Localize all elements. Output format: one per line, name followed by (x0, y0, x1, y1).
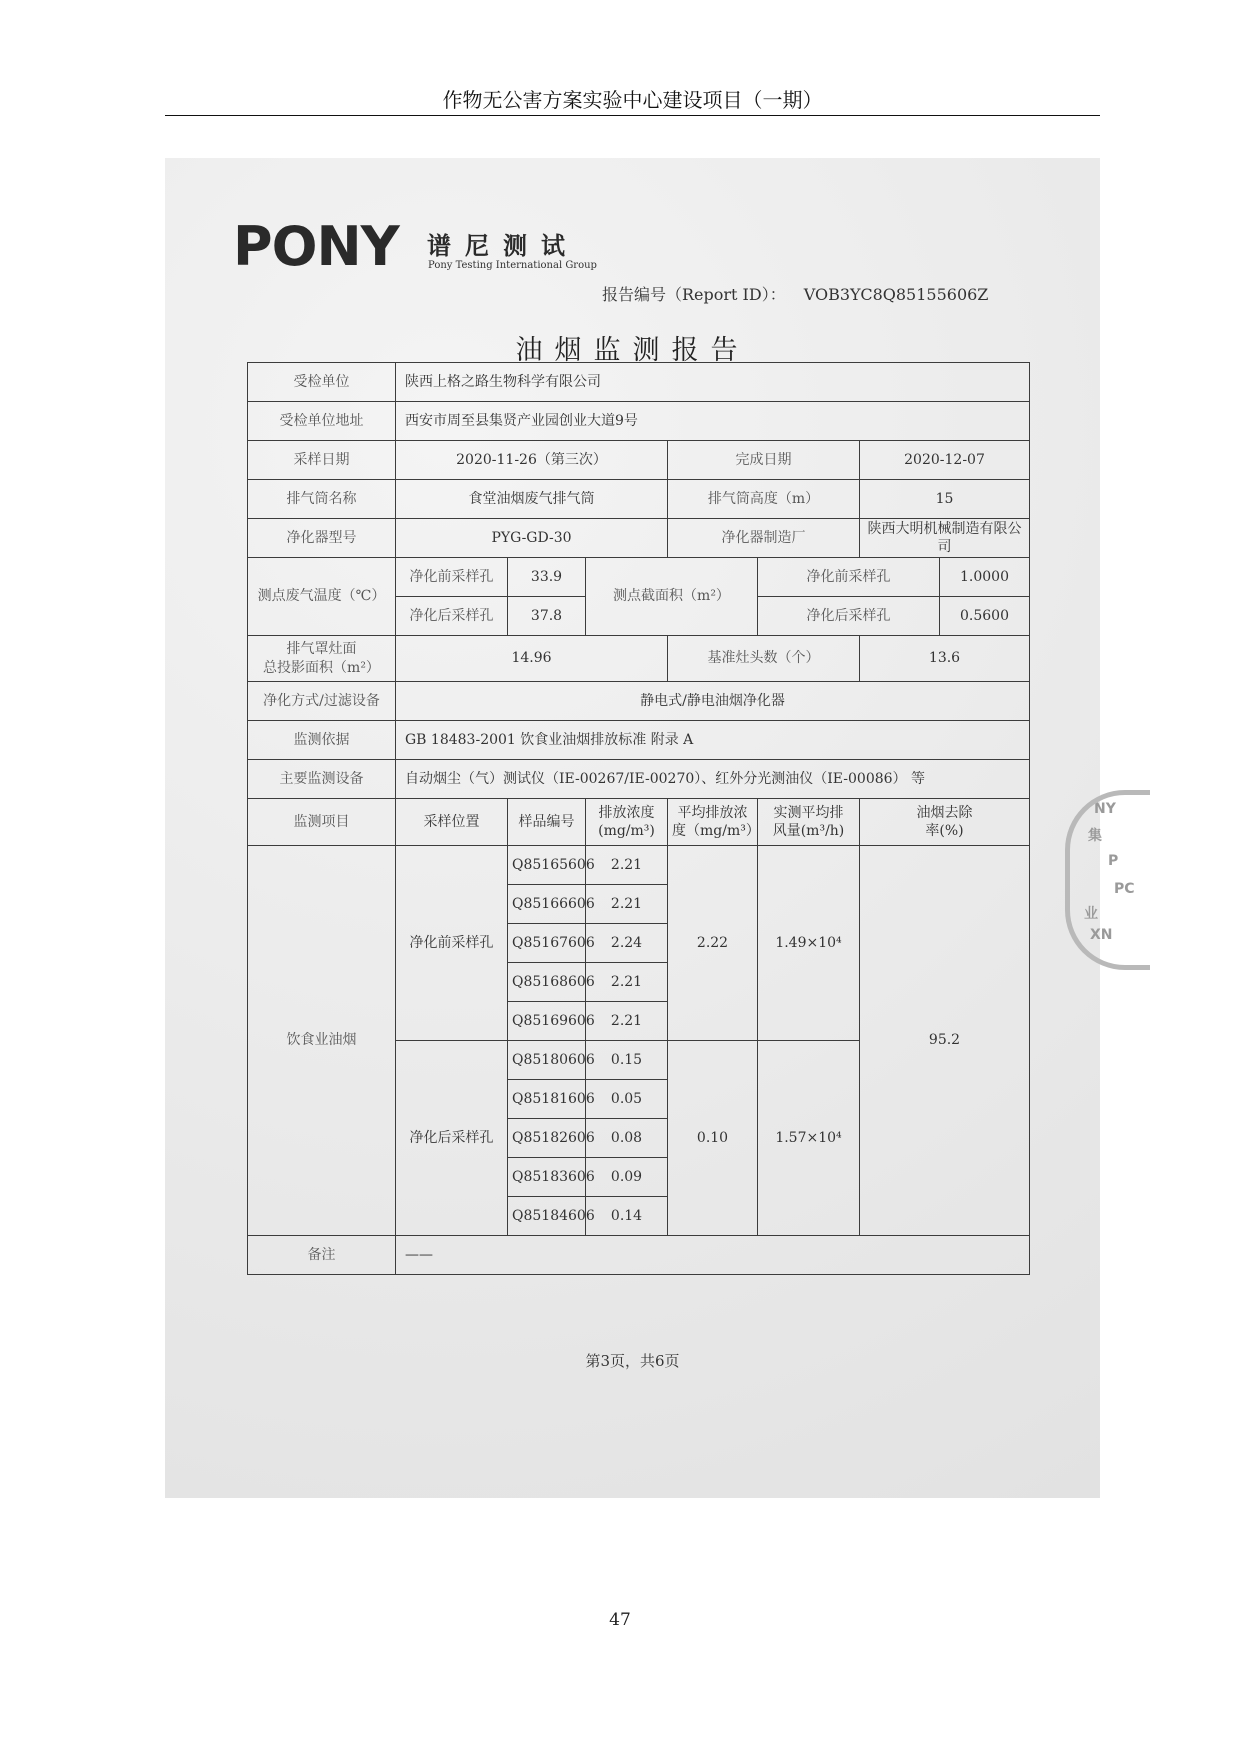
burner-count-label: 基准灶头数（个） (668, 636, 860, 682)
col-header-average (668, 799, 758, 846)
purifier-model-label: 净化器型号 (248, 519, 396, 558)
stack-height-label: 排气筒高度（m） (668, 480, 860, 519)
sample-id: Q85184606 (508, 1197, 586, 1236)
group-flow: 1.49×10⁴ (758, 846, 860, 1041)
col-header-removal (860, 799, 1030, 846)
sample-concentration: 0.15 (586, 1041, 668, 1080)
purify-method-label: 净化方式/过滤设备 (248, 682, 396, 721)
sample-id: Q85169606 (508, 1002, 586, 1041)
monitoring-basis-value: GB 18483-2001 饮食业油烟排放标准 附录 A (396, 721, 1030, 760)
client-value: 陕西上格之路生物科学有限公司 (396, 363, 1030, 402)
seal-text: PC (1114, 881, 1135, 897)
removal-rate: 95.2 (860, 846, 1030, 1236)
hood-area-label-line-2: 总投影面积（m²） (263, 659, 380, 676)
col-header-item: 监测项目 (248, 799, 396, 846)
sample-concentration: 2.21 (586, 885, 668, 924)
report-table (247, 362, 1030, 1275)
temp-after-value: 37.8 (508, 597, 586, 636)
sample-id: Q85166606 (508, 885, 586, 924)
col-header-flow-2: 风量(m³/h) (772, 823, 845, 839)
sample-concentration: 0.14 (586, 1197, 668, 1236)
area-after-hole-label: 净化后采样孔 (758, 597, 940, 636)
col-header-average-1: 平均排放浓 (677, 804, 748, 821)
col-header-average-2: 度（mg/m³） (672, 823, 760, 839)
area-before-hole-label: 净化前采样孔 (758, 558, 940, 597)
burner-count-value: 13.6 (860, 636, 1030, 682)
finish-date-label: 完成日期 (668, 441, 860, 480)
sample-id: Q85180606 (508, 1041, 586, 1080)
group-flow: 1.57×10⁴ (758, 1041, 860, 1236)
group-average: 0.10 (668, 1041, 758, 1236)
stack-name-value: 食堂油烟废气排气筒 (396, 480, 668, 519)
page-number: 47 (609, 1610, 631, 1630)
sample-id: Q85168606 (508, 963, 586, 1002)
monitoring-basis-label: 监测依据 (248, 721, 396, 760)
stack-name-label: 排气筒名称 (248, 480, 396, 519)
report-id-label: 报告编号（Report ID）： (602, 285, 786, 304)
purifier-maker-value: 陕西大明机械制造有限公司 (860, 519, 1030, 558)
seal-text: NY (1094, 801, 1116, 817)
logo-english-name: Pony Testing International Group (428, 260, 597, 271)
col-header-concentration (586, 799, 668, 846)
sample-concentration: 2.21 (586, 963, 668, 1002)
seal-text: 业 (1084, 906, 1098, 922)
col-header-sample-no: 样品编号 (508, 799, 586, 846)
remarks-label: 备注 (248, 1236, 396, 1275)
company-seal (1065, 790, 1150, 970)
sample-date-value: 2020-11-26（第三次） (396, 441, 668, 480)
purifier-model-value: PYG-GD-30 (396, 519, 668, 558)
area-before-value: 1.0000 (940, 558, 1030, 597)
temp-before-hole-label: 净化前采样孔 (396, 558, 508, 597)
sample-concentration: 2.21 (586, 846, 668, 885)
logo-chinese-name: 谱尼测试 (427, 232, 579, 260)
sample-id: Q85183606 (508, 1158, 586, 1197)
address-value: 西安市周至县集贤产业园创业大道9号 (396, 402, 1030, 441)
finish-date-value: 2020-12-07 (860, 441, 1030, 480)
col-header-concentration-1: 排放浓度 (598, 804, 655, 821)
client-label: 受检单位 (248, 363, 396, 402)
report-id (602, 282, 988, 305)
seal-text: P (1108, 853, 1119, 869)
col-header-flow-1: 实测平均排 (773, 804, 844, 821)
remarks-value: —— (396, 1236, 1030, 1275)
purify-method-value: 静电式/静电油烟净化器 (396, 682, 1030, 721)
sample-concentration: 0.09 (586, 1158, 668, 1197)
sample-id: Q85181606 (508, 1080, 586, 1119)
report-title: 油烟监测报告 (515, 335, 750, 366)
temp-after-hole-label: 净化后采样孔 (396, 597, 508, 636)
section-area-label: 测点截面积（m²） (586, 558, 758, 636)
col-header-flow (758, 799, 860, 846)
purifier-maker-label: 净化器制造厂 (668, 519, 860, 558)
group-position: 净化前采样孔 (396, 846, 508, 1041)
area-after-value: 0.5600 (940, 597, 1030, 636)
sample-concentration: 2.21 (586, 1002, 668, 1041)
group-average: 2.22 (668, 846, 758, 1041)
scan-page-indicator: 第3页，共6页 (585, 1352, 680, 1370)
monitoring-item: 饮食业油烟 (248, 846, 396, 1236)
temperature-label: 测点废气温度（℃） (248, 558, 396, 636)
header-rule (165, 115, 1100, 116)
sample-date-label: 采样日期 (248, 441, 396, 480)
col-header-removal-1: 油烟去除 (916, 804, 973, 821)
sample-concentration: 0.08 (586, 1119, 668, 1158)
hood-area-value: 14.96 (396, 636, 668, 682)
sample-id: Q85182606 (508, 1119, 586, 1158)
col-header-position: 采样位置 (396, 799, 508, 846)
running-header: 作物无公害方案实验中心建设项目（一期） (442, 88, 823, 112)
equipment-value: 自动烟尘（气）测试仪（IE-00267/IE-00270）、红外分光测油仪（IE-00086） 等 (396, 760, 1030, 799)
scanned-report (165, 158, 1135, 1498)
address-label: 受检单位地址 (248, 402, 396, 441)
stack-height-value: 15 (860, 480, 1030, 519)
sample-id: Q85165606 (508, 846, 586, 885)
col-header-concentration-2: (mg/m³) (598, 823, 655, 839)
sample-concentration: 2.24 (586, 924, 668, 963)
sample-id: Q85167606 (508, 924, 586, 963)
hood-area-label-line-1: 排气罩灶面 (286, 641, 357, 658)
equipment-label: 主要监测设备 (248, 760, 396, 799)
group-position: 净化后采样孔 (396, 1041, 508, 1236)
pony-logo: PONY (233, 215, 399, 278)
seal-text: 集 (1088, 828, 1102, 844)
sample-concentration: 0.05 (586, 1080, 668, 1119)
report-id-value: VOB3YC8Q85155606Z (803, 285, 989, 304)
temp-before-value: 33.9 (508, 558, 586, 597)
seal-text: XN (1090, 927, 1113, 943)
hood-area-label (248, 636, 396, 682)
col-header-removal-2: 率(%) (925, 823, 964, 839)
